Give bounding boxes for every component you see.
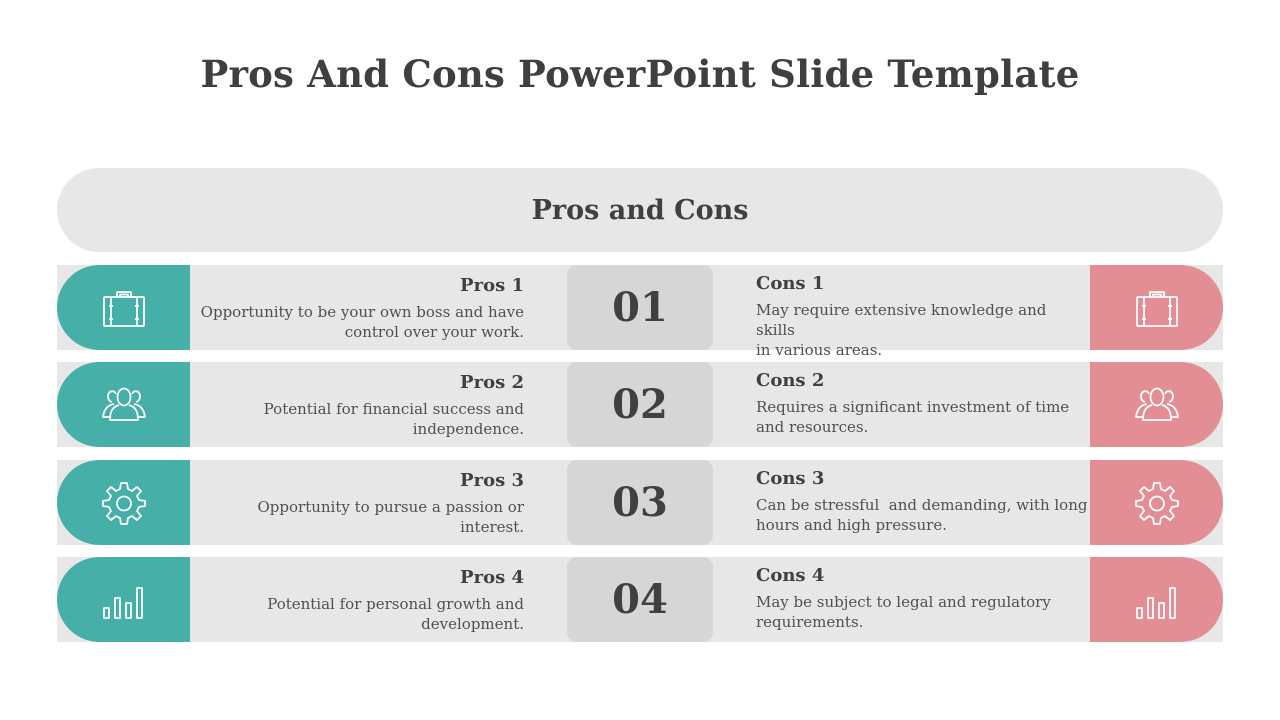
cons-icon-cap [1090,362,1223,447]
number-badge [567,557,713,642]
number-label: 01 [612,284,668,331]
people-icon [1133,381,1181,429]
number-label: 03 [612,479,668,526]
number-badge [567,362,713,447]
pros-icon-cap [57,362,190,447]
cons-description-line: Can be stressful and demanding, with long [756,496,1088,514]
cons-description-line: May require extensive knowledge and skills [756,301,1047,339]
cons-item-4 [756,565,1086,632]
cons-description-line: Requires a significant investment of time [756,398,1070,416]
slide-title: Pros And Cons PowerPoint Slide Template [200,52,1080,96]
pros-description-line: development. [421,615,524,633]
cons-item-2 [756,370,1086,437]
cons-title: Cons 3 [756,468,825,489]
cons-title: Cons 4 [756,565,825,586]
pros-description-line: Opportunity to pursue a passion or [257,498,524,516]
number-label: 04 [612,576,668,623]
cons-title: Cons 1 [756,273,825,294]
cons-description-line: May be subject to legal and regulatory [756,593,1051,611]
pros-description-line: interest. [460,518,524,536]
pros-title: Pros 3 [460,470,524,491]
pros-cons-row-4 [57,557,1223,642]
pros-title: Pros 4 [460,567,524,588]
bar-chart-icon [1133,576,1181,624]
pros-item-4 [197,567,524,634]
cons-item-3 [756,468,1086,535]
number-badge [567,265,713,350]
pros-icon-cap [57,265,190,350]
cons-item-1 [756,273,1086,360]
pros-cons-row-3 [57,460,1223,545]
people-icon [100,381,148,429]
pros-description-line: independence. [412,420,524,438]
bar-chart-icon [100,576,148,624]
cons-icon-cap [1090,265,1223,350]
cons-description-line: hours and high pressure. [756,516,947,534]
pros-item-3 [197,470,524,537]
pros-cons-row-2 [57,362,1223,447]
gear-icon [100,479,148,527]
number-label: 02 [612,381,668,428]
pros-title: Pros 1 [460,275,524,296]
gear-icon [1133,479,1181,527]
pros-description-line: Opportunity to be your own boss and have [200,303,524,321]
cons-description-line: in various areas. [756,341,883,359]
briefcase-icon [1133,284,1181,332]
pros-icon-cap [57,557,190,642]
pros-title: Pros 2 [460,372,524,393]
cons-description-line: and resources. [756,418,869,436]
cons-description-line: requirements. [756,613,864,631]
pros-description-line: Potential for personal growth and [267,595,524,613]
pros-icon-cap [57,460,190,545]
header-label: Pros and Cons [531,194,749,226]
pros-cons-row-1 [57,265,1223,359]
header-banner [57,168,1223,252]
cons-icon-cap [1090,557,1223,642]
number-badge [567,460,713,545]
briefcase-icon [100,284,148,332]
pros-item-2 [197,372,524,439]
cons-icon-cap [1090,460,1223,545]
pros-description-line: control over your work. [344,323,524,341]
pros-description-line: Potential for financial success and [263,400,524,418]
pros-item-1 [197,275,524,342]
cons-title: Cons 2 [756,370,825,391]
